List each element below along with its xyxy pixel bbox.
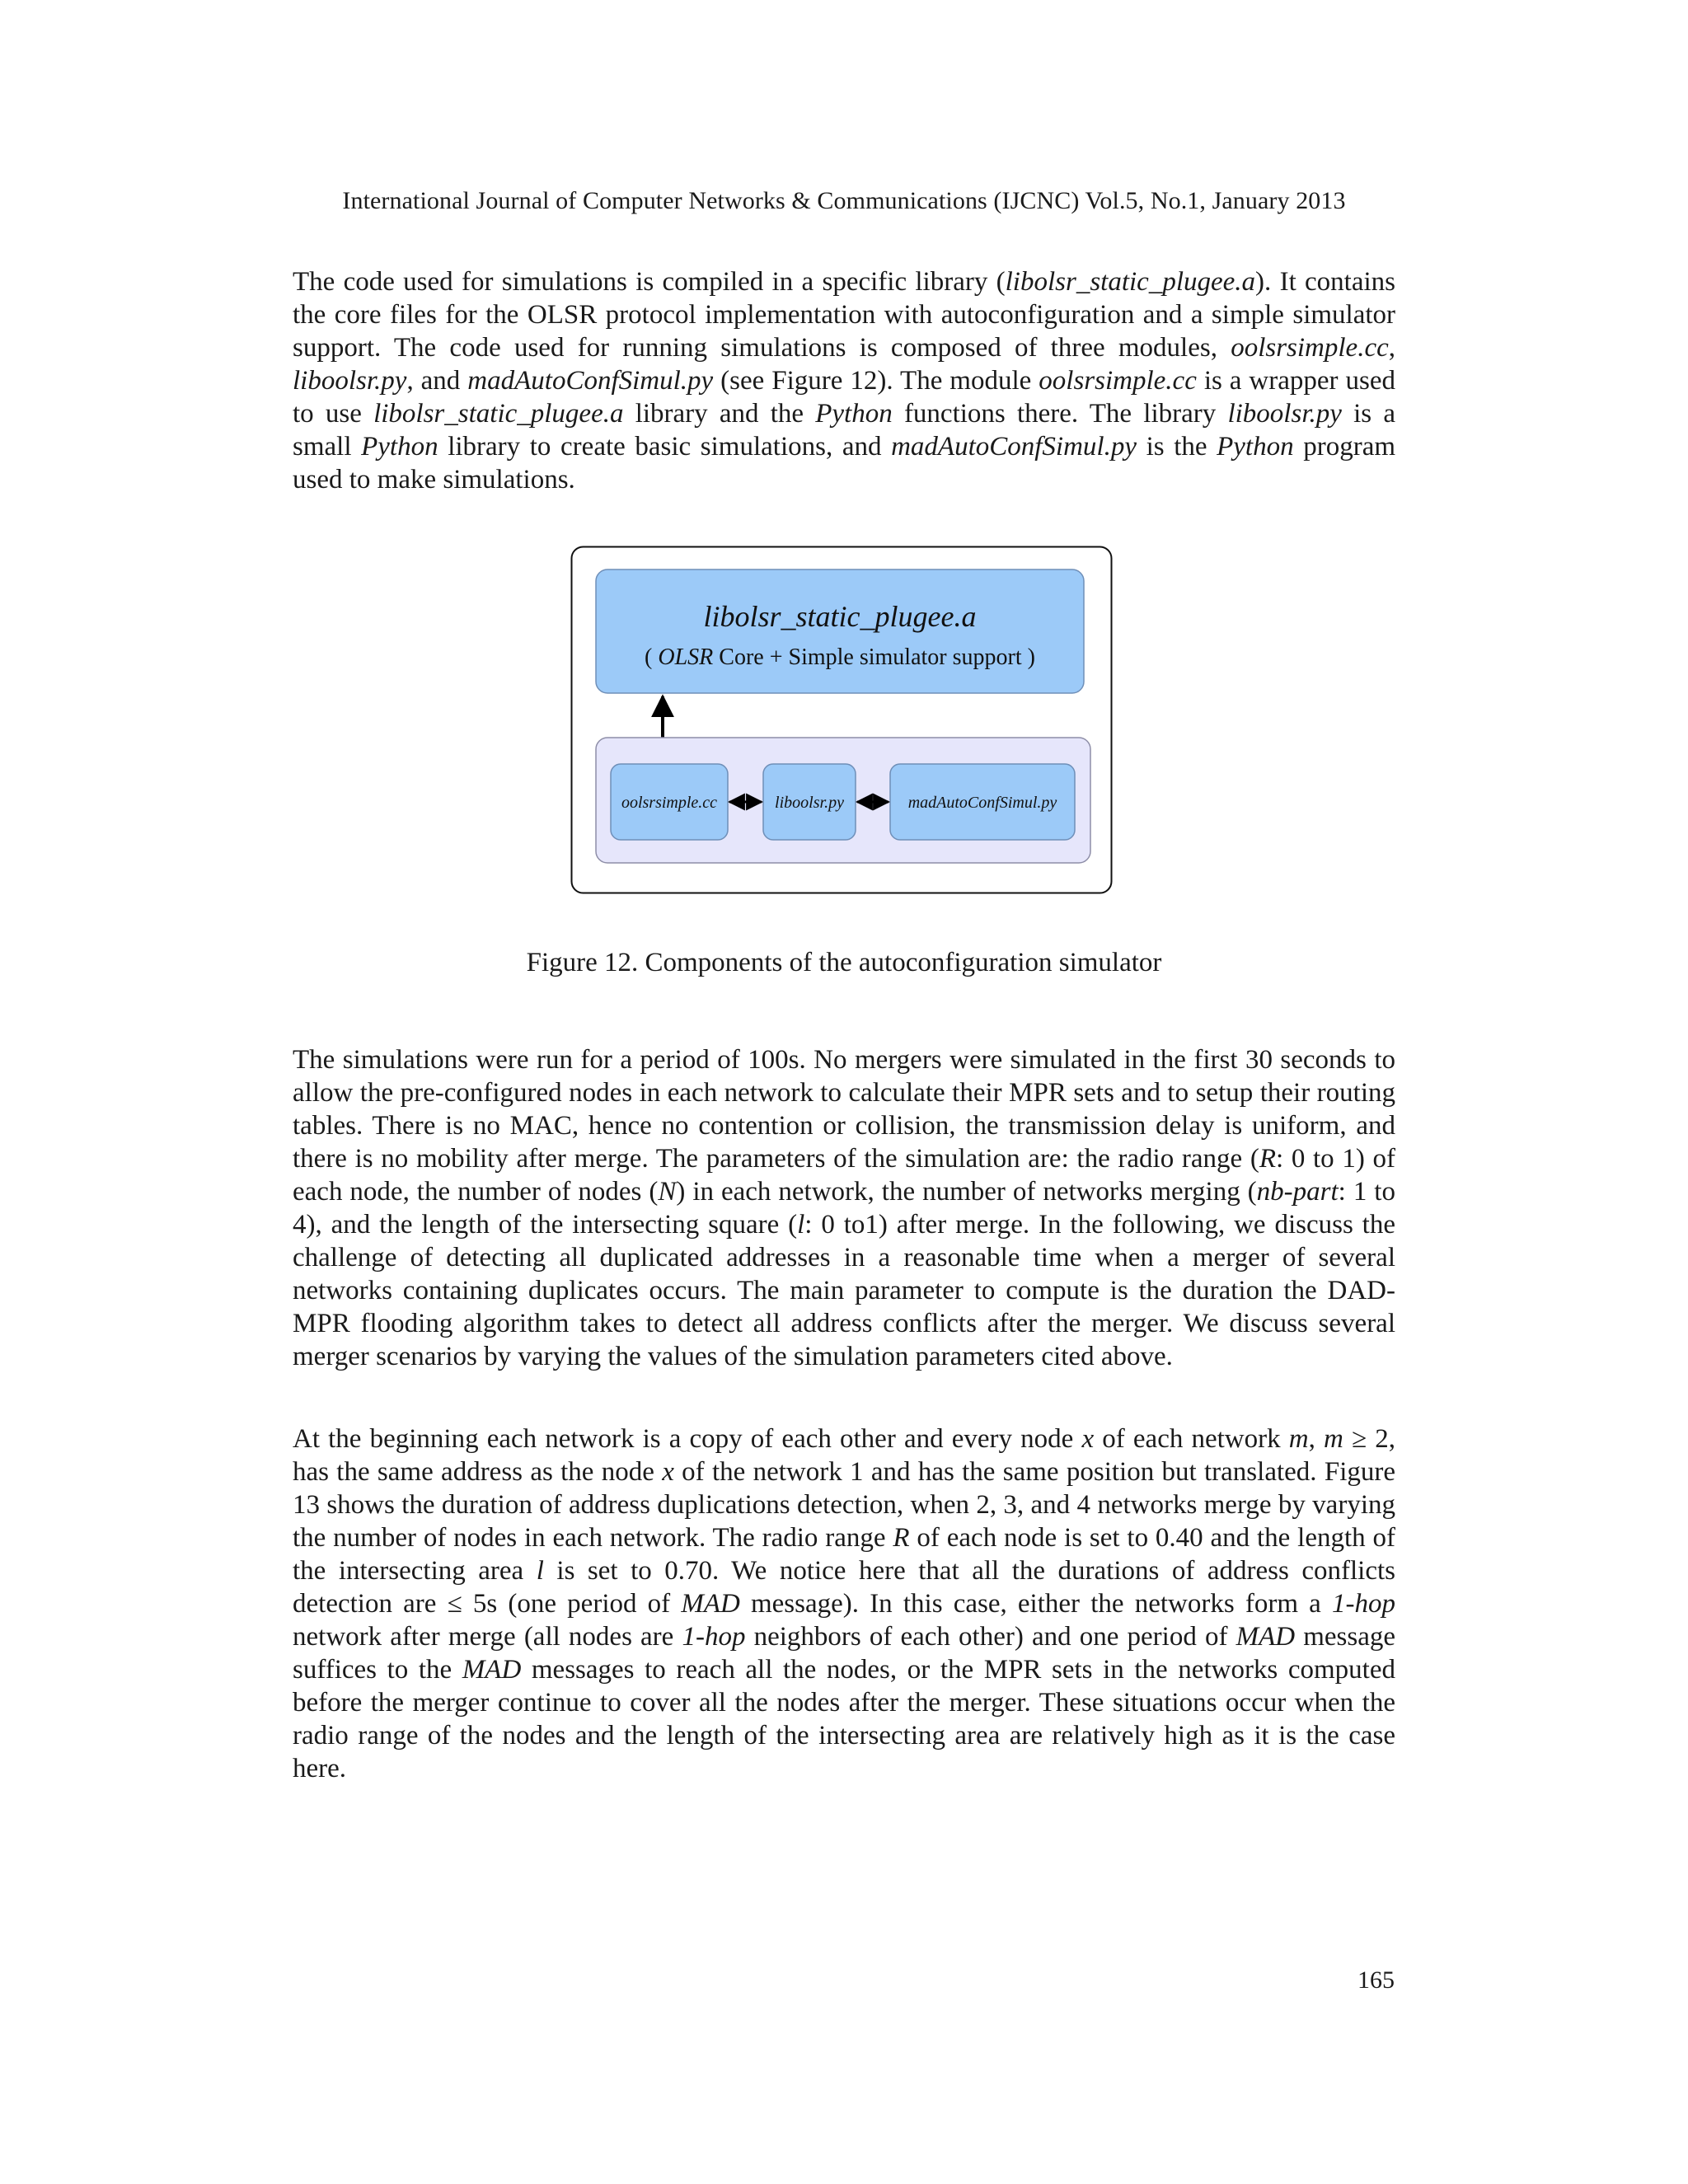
text-segment: l — [797, 1210, 805, 1240]
text-segment: is set to 0.70. We notice here that all the durations of address conflicts detection are ≤ 5s (one period of — [293, 1556, 1395, 1619]
text-segment: R — [893, 1523, 910, 1553]
text-segment: (see Figure 12). The module — [713, 366, 1039, 396]
page-number: 165 — [1357, 1966, 1395, 1994]
text-segment: network after merge (all nodes are — [293, 1622, 682, 1652]
text-segment: libolsr_static_plugee.a — [373, 399, 624, 429]
text-segment: ≥ 2, has the same address as the node — [293, 1424, 1395, 1487]
text-segment: x — [662, 1457, 674, 1487]
text-segment: x — [1081, 1424, 1095, 1454]
text-segment: is a small — [293, 399, 1395, 462]
text-segment: is a wrapper used to use — [293, 366, 1395, 429]
text-segment: liboolsr.py — [1227, 399, 1342, 429]
text-segment: R — [1259, 1144, 1276, 1174]
text-segment: The simulations were run for a period of 100s. No mergers were simulated in the first 30 seconds to allow the pre-configured nodes in each network to calculate their MPR sets and to setup their routing tables. There is no MAC, hence no contention or collision, the transmission delay is uniform, and there is no mobility after merge. The parameters of the simulation are: the radio range ( — [293, 1045, 1395, 1174]
text-segment: message suffices to the — [293, 1622, 1395, 1685]
text-segment: message). In this case, either the networks form a — [739, 1589, 1332, 1619]
text-segment: of each network — [1094, 1424, 1289, 1454]
text-segment: Python — [361, 432, 438, 462]
text-segment: 1-hop — [1331, 1589, 1395, 1619]
text-segment: , and — [406, 366, 468, 396]
text-segment: N — [658, 1177, 677, 1207]
text-segment: library and the — [623, 399, 816, 429]
text-segment: ) in each network, the number of networks merging ( — [676, 1177, 1257, 1207]
text-segment: madAutoConfSimul.py — [891, 432, 1137, 462]
library-subtitle: ( OLSR Core + Simple simulator support ) — [645, 644, 1035, 670]
module-madautoconf-label: madAutoConfSimul.py — [907, 794, 1057, 812]
text-segment: Python — [815, 399, 893, 429]
text-segment: nb-part — [1256, 1177, 1339, 1207]
text-segment: messages to reach all the nodes, or the MPR sets in the networks computed before the merger continue to cover all the nodes after the merger. These situations occur when the radio range of the nodes and the length of the intersecting area are relatively high as it is the case here. — [293, 1655, 1395, 1783]
text-segment: of the network 1 and has the same position but translated. Figure 13 shows the duration of address duplications detection, when 2, 3, and 4 networks merge by varying the number of nodes in each network. The radio range — [293, 1457, 1396, 1553]
text-segment: At the beginning each network is a copy of each other and every node — [293, 1424, 1082, 1454]
text-segment: libolsr_static_plugee.a — [1005, 267, 1256, 297]
text-segment: oolsrsimple.cc — [1231, 333, 1389, 363]
text-segment: Python — [1217, 432, 1294, 462]
text-segment: , — [1308, 1424, 1324, 1454]
text-segment: m — [1324, 1424, 1343, 1454]
text-segment: functions there. The library — [892, 399, 1228, 429]
text-segment: m — [1288, 1424, 1309, 1454]
paragraph-simulation-setup — [293, 1043, 1395, 1373]
text-segment: of each node is set to 0.40 and the length of the intersecting area — [293, 1523, 1396, 1586]
paragraph-code-description — [293, 265, 1395, 496]
text-segment: : 0 to 1) of each node, the number of nodes ( — [293, 1144, 1395, 1207]
text-segment: 1-hop — [682, 1622, 746, 1652]
text-segment: , — [1388, 333, 1395, 363]
module-liboolsr-label: liboolsr.py — [775, 794, 844, 812]
journal-header: International Journal of Computer Networks & Communications (IJCNC) Vol.5, No.1, January 2013 — [342, 187, 1346, 214]
text-segment: oolsrsimple.cc — [1039, 366, 1197, 396]
components-diagram — [570, 546, 1113, 894]
library-title: libolsr_static_plugee.a — [703, 600, 977, 633]
text-segment: l — [536, 1556, 544, 1586]
text-segment: program used to make simulations. — [293, 432, 1396, 494]
text-segment: MAD — [1236, 1622, 1296, 1652]
paragraph-results — [293, 1422, 1395, 1785]
text-segment: neighbors of each other) and one period of — [745, 1622, 1236, 1652]
module-oolsrsimple-label: oolsrsimple.cc — [621, 794, 718, 812]
text-segment: MAD — [462, 1655, 522, 1685]
text-segment: The code used for simulations is compiled in a specific library ( — [293, 267, 1006, 297]
text-segment: MAD — [681, 1589, 740, 1619]
text-segment: library to create basic simulations, and — [438, 432, 892, 462]
text-segment: : 1 to 4), and the length of the intersecting square ( — [293, 1177, 1395, 1240]
text-segment: ). It contains the core files for the OLSR protocol implementation with autoconfiguration and a simple simulator support. The code used for running simulations is composed of three modules, — [293, 267, 1395, 363]
text-segment: : 0 to1) after merge. In the following, we discuss the challenge of detecting all duplicated addresses in a reasonable time when a merger of several networks containing duplicates occurs. The main parameter to compute is the duration the DAD-MPR flooding algorithm takes to detect all address conflicts after the merger. We discuss several merger scenarios by varying the values of the simulation parameters cited above. — [293, 1210, 1395, 1371]
text-segment: is the — [1136, 432, 1217, 462]
text-segment: madAutoConfSimul.py — [467, 366, 714, 396]
figure-caption: Figure 12. Components of the autoconfiguration simulator — [526, 948, 1162, 977]
text-segment: liboolsr.py — [293, 366, 407, 396]
